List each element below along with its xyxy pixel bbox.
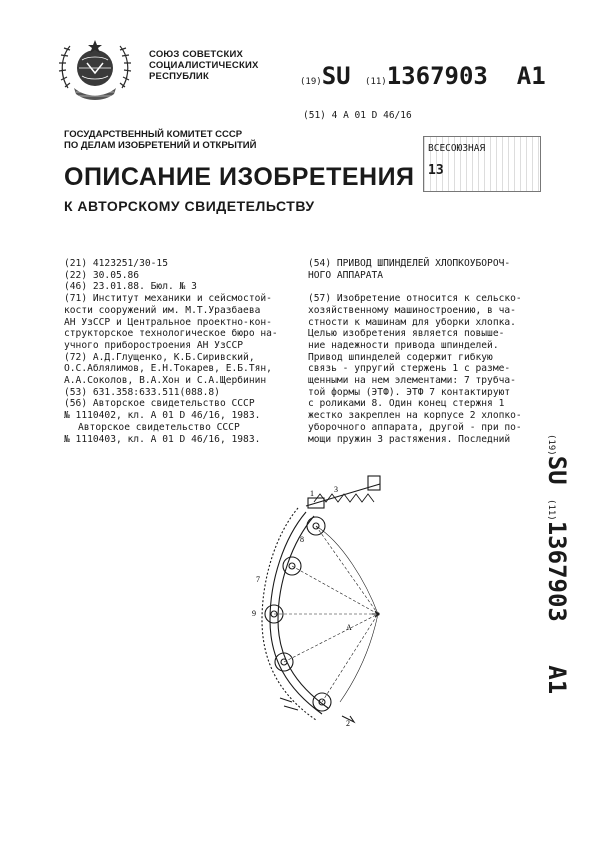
biblio-line: (21) 4123251/30-15 (64, 258, 168, 269)
biblio-line: (56) Авторское свидетельство СССР (64, 398, 255, 410)
biblio-line: АН УзССР и Центральное проектно-кон- (64, 316, 272, 328)
abstract-line: мощи пружин 3 растяжения. Последний (308, 433, 511, 445)
biblio-line: А.А.Соколов, В.А.Хон и С.А.Щербинин (64, 375, 267, 387)
abstract-line: жестко закреплен на корпусе 2 хлопко- (308, 410, 522, 422)
abstract-line: щенными на нем элементами: 7 трубча- (308, 375, 516, 387)
side-number: 1367903 (543, 520, 571, 622)
ipc-prefix: (51) 4 (303, 110, 338, 121)
biblio-line: (53) 631.358:633.511(088.8) (64, 386, 220, 398)
ipc-code: A 01 D 46/16 (343, 110, 412, 121)
biblio-line: № 1110403, кл. А 01 D 46/16, 1983. (64, 433, 261, 445)
abstract-line: Целью изобретения является повыше- (308, 328, 505, 340)
invention-title-line: НОГО АППАРАТА (308, 269, 384, 281)
biblio-line: учного приборостроения АН УзССР (64, 339, 244, 351)
document-subtitle: К АВТОРСКОМУ СВИДЕТЕЛЬСТВУ (64, 198, 315, 214)
figure-label: 9 (252, 609, 256, 618)
biblio-line: Авторское свидетельство СССР (78, 421, 240, 433)
biblio-line: (71) Институт механики и сейсмостой- (64, 293, 272, 305)
country-code: SU (321, 62, 351, 90)
side-kind-code: A1 (543, 665, 571, 695)
abstract-line: хозяйственному машиностроению, в ча- (308, 304, 516, 316)
abstract-line: связь - упругий стержень 1 с разме- (308, 363, 511, 375)
figure-label: A (346, 623, 352, 632)
country-code-prefix: (19) (300, 77, 322, 87)
committee-line: ГОСУДАРСТВЕННЫЙ КОМИТЕТ СССР (64, 129, 243, 140)
figure-label: 2 (346, 719, 350, 728)
committee-name (64, 129, 256, 151)
union-line: РЕСПУБЛИК (149, 71, 209, 82)
technical-drawing (250, 462, 400, 734)
figure-label: 7 (256, 575, 260, 584)
figure-label: 1 (310, 489, 314, 498)
ipc-class (303, 110, 412, 121)
abstract-line: уборочного аппарата, другой - при по- (308, 421, 522, 433)
bibliographic-data (64, 258, 296, 445)
ussr-emblem (58, 36, 132, 106)
abstract-line: с роликами 8. Один конец стержня 1 (308, 398, 505, 410)
union-line: СОЦИАЛИСТИЧЕСКИХ (149, 60, 259, 71)
biblio-line: структорское технологическое бюро на- (64, 328, 278, 340)
side-code-prefix: (19) (546, 434, 556, 456)
abstract-column (308, 258, 543, 445)
biblio-line: (22) 30.05.86 (64, 269, 140, 281)
side-country-code: SU (543, 455, 571, 485)
figure-label: 8 (300, 535, 304, 544)
biblio-line: О.С.Аблялимов, Е.Н.Токарев, Е.Б.Тян, (64, 363, 272, 375)
library-stamp (423, 136, 541, 192)
patent-number: 1367903 (386, 62, 488, 90)
stamp-number: 13 (428, 163, 444, 178)
biblio-line: (72) А.Д.Глущенко, К.Б.Сиривский, (64, 351, 255, 363)
abstract-line: той формы (ЭТФ). ЭТФ 7 контактируют (308, 386, 511, 398)
union-line: СОЮЗ СОВЕТСКИХ (149, 49, 244, 60)
abstract-line: ние надежности привода шпинделей. (308, 339, 499, 351)
union-name (149, 49, 259, 82)
side-patent-number (537, 432, 573, 695)
patent-number-block (300, 62, 546, 90)
committee-line: ПО ДЕЛАМ ИЗОБРЕТЕНИЙ И ОТКРЫТИЙ (64, 140, 257, 151)
number-prefix: (11) (365, 77, 387, 87)
figure-label: 3 (334, 485, 338, 494)
kind-code: A1 (516, 62, 546, 90)
abstract-line: (57) Изобретение относится к сельско- (308, 293, 522, 305)
abstract-line: стности к машинам для уборки хлопка. (308, 316, 516, 328)
document-title: ОПИСАНИЕ ИЗОБРЕТЕНИЯ (64, 163, 415, 191)
stamp-text: ВСЕСОЮЗНАЯ (428, 143, 486, 154)
side-number-prefix: (11) (546, 499, 556, 521)
biblio-line: (46) 23.01.88. Бюл. № 3 (64, 281, 197, 293)
biblio-line: кости сооружений им. М.Т.Уразбаева (64, 304, 261, 316)
abstract-line: Привод шпинделей содержит гибкую (308, 351, 493, 363)
biblio-line: № 1110402, кл. А 01 D 46/16, 1983. (64, 410, 261, 422)
invention-title-line: (54) ПРИВОД ШПИНДЕЛЕЙ ХЛОПКОУБОРОЧ- (308, 258, 511, 269)
